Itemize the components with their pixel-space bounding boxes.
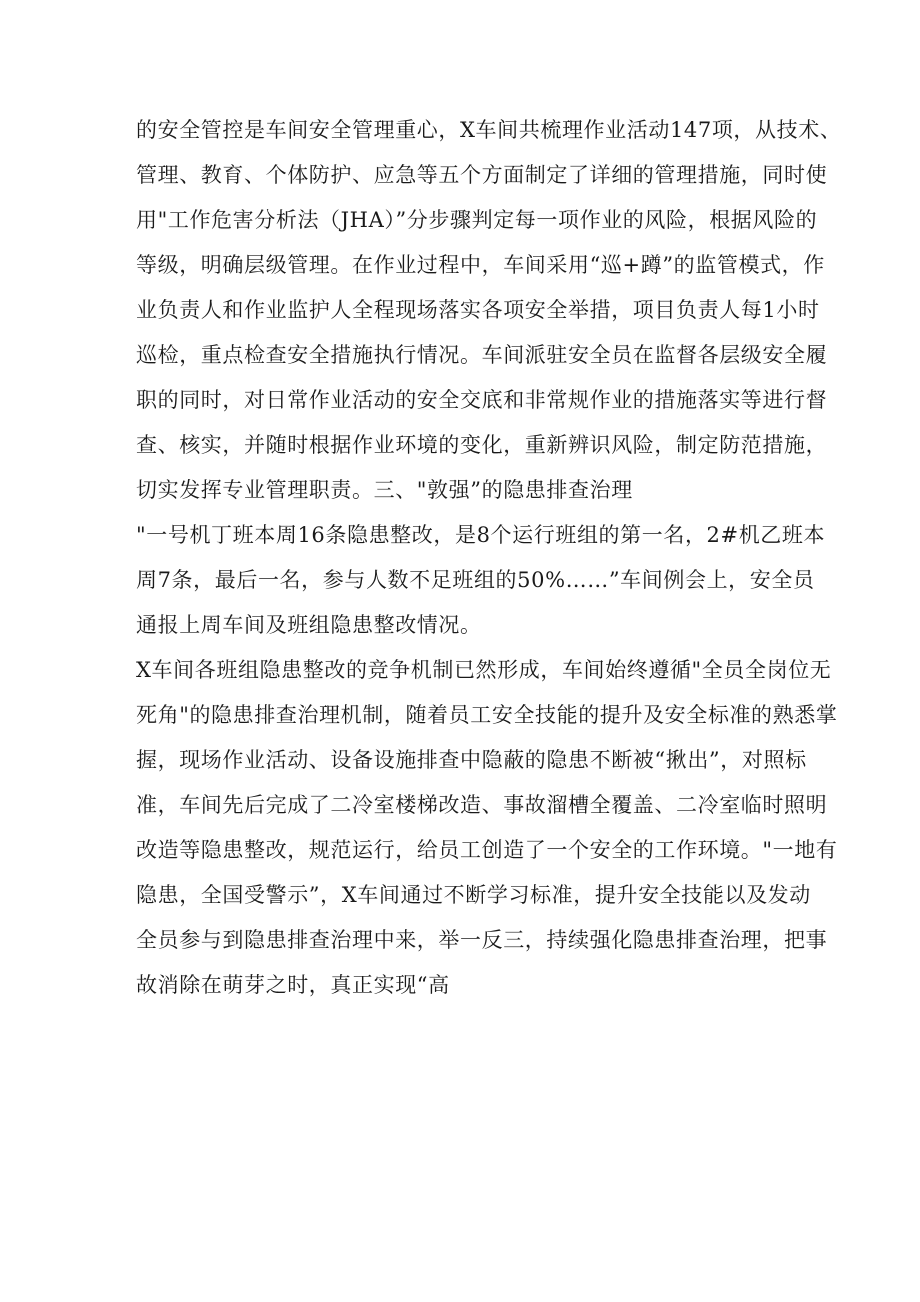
text-line: X车间各班组隐患整改的竞争机制已然形成，车间始终遵循"全员全岗位无 bbox=[136, 658, 832, 682]
text-line: 等级，明确层级管理。在作业过程中，车间采用“巡+蹲”的监管模式，作 bbox=[136, 253, 825, 277]
text-line: 准，车间先后完成了二冷室楼梯改造、事故溜槽全覆盖、二冷室临时照明 bbox=[136, 793, 828, 817]
text-line: 用"工作危害分析法（JHA）”分步骤判定每一项作业的风险，根据风险的 bbox=[136, 208, 818, 232]
text-line: 通报上周车间及班组隐患整改情况。 bbox=[136, 613, 482, 637]
text-line: 全员参与到隐患排查治理中来，举一反三，持续强化隐患排查治理，把事 bbox=[136, 928, 828, 952]
body-text bbox=[136, 108, 842, 1008]
text-line: 的安全管控是车间安全管理重心，X车间共梳理作业活动147项，从技术、 bbox=[136, 118, 842, 142]
text-line: 切实发挥专业管理职责。三、"敦强”的隐患排查治理 bbox=[136, 478, 633, 502]
text-line: 改造等隐患整改，规范运行，给员工创造了一个安全的工作环境。"一地有 bbox=[136, 838, 838, 862]
text-line: 周7条，最后一名，参与人数不足班组的50%……”车间例会上，安全员 bbox=[136, 568, 815, 592]
text-line: 查、核实，并随时根据作业环境的变化，重新辨识风险，制定防范措施， bbox=[136, 433, 828, 457]
text-line: 职的同时，对日常作业活动的安全交底和非常规作业的措施落实等进行督 bbox=[136, 388, 828, 412]
text-line: 业负责人和作业监护人全程现场落实各项安全举措，项目负责人每1小时 bbox=[136, 298, 820, 322]
text-line: 巡检，重点检查安全措施执行情况。车间派驻安全员在监督各层级安全履 bbox=[136, 343, 828, 367]
text-line: 握，现场作业活动、设备设施排查中隐蔽的隐患不断被“揪出”，对照标 bbox=[136, 748, 807, 772]
text-line: "一号机丁班本周16条隐患整改，是8个运行班组的第一名，2#机乙班本 bbox=[136, 523, 826, 547]
text-line: 管理、教育、个体防护、应急等五个方面制定了详细的管理措施，同时使 bbox=[136, 163, 828, 187]
text-line: 隐患，全国受警示”，X车间通过不断学习标准，提升安全技能以及发动 bbox=[136, 883, 811, 907]
text-line: 故消除在萌芽之时，真正实现“高 bbox=[136, 973, 450, 997]
text-line: 死角"的隐患排查治理机制，随着员工安全技能的提升及安全标准的熟悉掌 bbox=[136, 703, 838, 727]
